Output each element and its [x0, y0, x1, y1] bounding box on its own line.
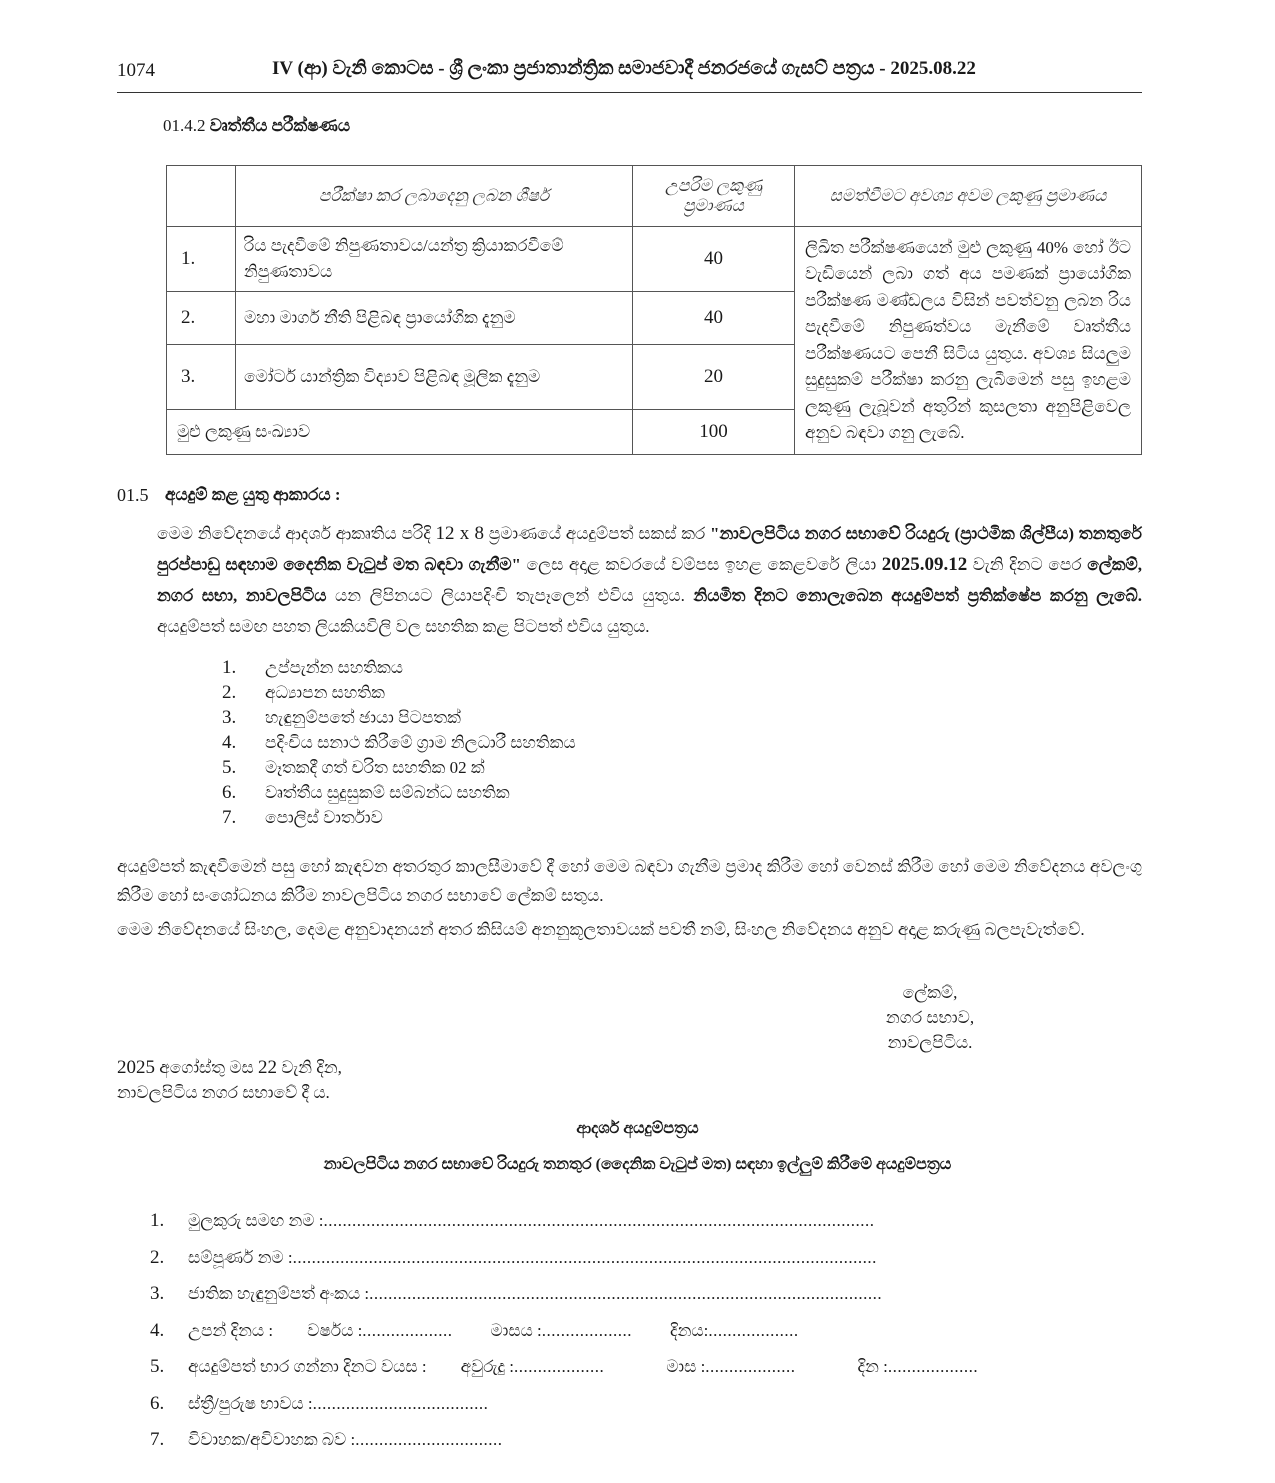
field-number: 6.	[150, 1392, 165, 1414]
field-label: ස්ත්‍රී/පුරුෂ භාවය :	[188, 1393, 313, 1413]
model-form-title: ආදර්ශ අයදුම්පත්‍රය	[576, 1120, 699, 1137]
exam-table	[166, 165, 1142, 455]
total-label: මුළු ලකුණු සංඛ්‍යාව	[167, 410, 633, 455]
list-item	[222, 655, 576, 680]
years-blank[interactable]: ...................	[514, 1357, 605, 1377]
application-instructions-paragraph	[157, 518, 1142, 642]
months-label: මාස :	[666, 1357, 706, 1377]
form-field-gender	[150, 1386, 1150, 1423]
list-number: 6.	[222, 782, 237, 803]
field-blank[interactable]: .....................................	[312, 1393, 489, 1413]
field-number: 5.	[150, 1356, 165, 1378]
days-label: දින :	[857, 1357, 888, 1377]
list-number: 4.	[222, 732, 237, 753]
list-item	[222, 780, 576, 805]
year-label: වර්ෂය :	[307, 1320, 363, 1340]
postal-address: ලේකම්, නගර සභා, නාවලපිටිය	[157, 555, 1143, 605]
section-number: 01.4.2	[163, 116, 206, 135]
list-label: හැඳුනුම්පතේ ඡායා පිටපතක්	[265, 708, 461, 727]
list-number: 3.	[222, 707, 237, 728]
section-number-1-5: 01.5	[117, 485, 149, 505]
field-number: 3.	[150, 1283, 165, 1305]
date-line	[117, 1055, 342, 1080]
text-span: ප්‍රමාණයේ අයදුම්පත් සකස් කර	[484, 524, 711, 543]
list-number: 7.	[222, 807, 237, 828]
list-label: වෘත්තීය සුදුසුකම් සම්බන්ධ සහතික	[265, 783, 510, 802]
row-max-marks: 40	[633, 227, 795, 292]
list-label: උප්පැන්න සහතිකය	[265, 658, 404, 677]
closing-date: 2025.09.12	[881, 554, 968, 575]
field-number: 4.	[150, 1319, 165, 1341]
months-blank[interactable]: ...................	[705, 1357, 796, 1377]
row-subject: රිය පැදවීමේ නිපුණතාවය/යන්ත්‍ර ක්‍රියාකරවීමේ නිපුණතාවය	[236, 227, 633, 292]
list-number: 1.	[222, 657, 237, 678]
field-blank[interactable]: ...........................................................................................................................	[292, 1247, 877, 1267]
page-number: 1074	[117, 60, 155, 81]
envelope-label-text: "නාවලපිටිය නගර සභාවේ රියදුරු (ප්‍රාථමික ශිල්පීය) තනතුරේ පුරප්පාඩු සඳහාම දෛනික වැටුප් මත බඳවා ගැනීම"	[157, 524, 1143, 574]
row-max-marks: 20	[633, 345, 795, 410]
header-no	[167, 166, 236, 227]
month-text: අගෝස්තු මස	[155, 1058, 259, 1077]
list-item	[222, 680, 576, 705]
month-blank[interactable]: ...................	[541, 1320, 633, 1340]
field-number: 7.	[150, 1429, 165, 1451]
table-header-row	[167, 166, 1142, 227]
header-max-marks: උපරිම ලකුණු ප්‍රමාණය	[633, 166, 795, 227]
year-blank[interactable]: ...................	[362, 1320, 453, 1340]
form-field-initials-name	[150, 1203, 1150, 1240]
total-value: 100	[633, 410, 795, 455]
list-item	[222, 805, 576, 830]
field-label: මුලකුරු සමඟ නම :	[188, 1211, 324, 1231]
day: 22	[258, 1057, 278, 1078]
year: 2025	[117, 1057, 155, 1078]
day-blank[interactable]: ...................	[708, 1320, 799, 1340]
row-number: 3.	[167, 345, 236, 410]
header-subject: පරීක්ෂා කර ලබාදෙනු ලබන ශීර්ෂ	[236, 166, 633, 227]
field-label: අයදුම්පත් භාර ගන්නා දිනට වයස :	[188, 1357, 427, 1377]
model-application-form	[150, 1203, 1150, 1459]
list-label: අධ්‍යාපන සහතික	[265, 683, 385, 702]
date-place-block	[117, 1055, 342, 1105]
form-field-date-of-birth	[150, 1313, 1150, 1350]
language-note: මෙම නිවේදනයේ සිංහල, දෙමළ අනුවාදනයන් අතර කිසියම් අනනුකූලතාවයක් පවතී නම්, සිංහල නිවේදනය අනුව අදාළ කරුණු බලපැවැත්වේ.	[117, 920, 1085, 939]
model-form-subtitle: නාවලපිටිය නගර සභාවේ රියදුරු තනතුර (දෛනික වැටුප් මත) සඳහා ඉල්ලුම් කිරීමේ අයදුම්පත්‍රය	[323, 1156, 952, 1173]
list-number: 5.	[222, 757, 237, 778]
field-blank[interactable]: ...............................	[355, 1430, 503, 1450]
text-span: යන ලිපිනයට ලියාපදිංචි තැපෑලෙන් එවිය යුතුය.	[326, 586, 694, 605]
text-span: වැනි දිනට පෙර	[967, 555, 1088, 574]
signatory-office: නගර සභාව,	[885, 1008, 975, 1027]
form-field-nic-number	[150, 1276, 1150, 1313]
row-number: 2.	[167, 292, 236, 345]
header-divider	[117, 92, 1142, 93]
date-suffix: වැනි දින,	[277, 1058, 342, 1077]
authority-note: අයදුම්පත් කැඳවීමෙන් පසු හෝ කැඳවන අතරතුර කාලසීමාවේ දී හෝ මෙම බඳවා ගැනීම ප්‍රමාද කිරීම හෝ වෙනස් කිරීම හෝ මෙම නිවේදනය අවලංගු කිරීම හෝ සංශෝධනය කිරීම නාවලපිටිය නගර සභාවේ ලේකම් සතුය.	[117, 857, 1142, 905]
gazette-header-title: IV (ආ) වැනි කොටස - ශ්‍රී ලංකා ප්‍රජාතාන්ත්‍රික සමාජවාදී ජනරජයේ ගැසට් පත්‍රය - 2025.08.22	[272, 58, 976, 79]
place-line: නාවලපිටිය නගර සභාවේ දී ය.	[117, 1083, 330, 1102]
form-field-full-name	[150, 1240, 1150, 1277]
form-field-marital-status	[150, 1422, 1150, 1459]
text-span: මෙම නිවේදනයේ ආදර්ශ ආකෘතිය පරිදි	[157, 524, 436, 543]
field-blank[interactable]: ............................................................................................................	[369, 1284, 883, 1304]
list-number: 2.	[222, 682, 237, 703]
text-span: අයදුම්පත් සමඟ පහත ලියකියවිලි වල සහතික කළ පිටපත් එවිය යුතුය.	[157, 617, 650, 636]
list-label: මෑතකදී ගත් චරිත සහතික 02 ක්	[265, 758, 485, 777]
signature-block	[840, 980, 1020, 1055]
row-number: 1.	[167, 227, 236, 292]
day-label: දිනය:	[670, 1320, 709, 1340]
list-item	[222, 705, 576, 730]
list-label: පොලිස් වාර්තාව	[265, 808, 383, 827]
list-item	[222, 755, 576, 780]
field-number: 1.	[150, 1210, 165, 1232]
row-subject: මෝටර් යාන්ත්‍රික විද්‍යාව පිළිබඳ මූලික දැනුම	[236, 345, 633, 410]
field-label: උපන් දිනය :	[188, 1320, 274, 1340]
pass-requirement-text: ලිඛිත පරීක්ෂණයෙන් මුළු ලකුණු 40% හෝ ඊට වැඩියෙන් ලබා ගත් අය පමණක් ප්‍රායෝගික පරීක්ෂණ මණ්ඩලය විසින් පවත්වනු ලබන රිය පැදවීමේ නිපුණත්වය මැනීමේ වෘත්තීය පරීක්ෂණයට පෙනී සිටිය යුතුය. අවශ්‍ය සියලුම සුදුසුකම් පරීක්ෂා කරනු ලැබීමෙන් පසු ඉහළම ලකුණු ලැබූවන් අතුරින් කුසලතා අනුපිළිවෙල අනුව බඳවා ගනු ලැබේ.	[795, 227, 1142, 455]
field-label: විවාහක/අවිවාහක බව :	[188, 1430, 356, 1450]
required-documents-list	[222, 655, 576, 830]
days-blank[interactable]: ...................	[887, 1357, 979, 1377]
rejection-notice: නියමිත දිනට නොලැබෙන අයදුම්පත් ප්‍රතික්ෂේප කරනු ලැබේ.	[693, 586, 1142, 605]
signatory-location: නාවලපිටිය.	[887, 1033, 973, 1052]
paper-size: 12 x 8	[435, 523, 485, 544]
years-label: අවුරුදු :	[460, 1357, 515, 1377]
section-title: වෘත්තීය පරීක්ෂණය	[209, 116, 351, 135]
field-number: 2.	[150, 1246, 165, 1268]
list-label: පදිංචිය සනාථ කිරීමේ ග්‍රාම නිලධාරී සහතිකය	[265, 733, 576, 752]
signatory-title: ලේකම්,	[902, 983, 958, 1002]
text-span: ලෙස අදාළ කවරයේ වම්පස ඉහළ කෙළවරේ ලියා	[521, 555, 882, 574]
header-pass-requirement: සමත්වීමට අවශ්‍ය අවම ලකුණු ප්‍රමාණය	[795, 166, 1142, 227]
field-label: ජාතික හැඳුනුම්පත් අංකය :	[188, 1284, 370, 1304]
month-label: මාසය :	[490, 1320, 542, 1340]
table-row	[167, 227, 1142, 292]
list-item	[222, 730, 576, 755]
field-blank[interactable]: ....................................................................................................................	[323, 1211, 875, 1231]
field-label: සම්පූර්ණ නම :	[188, 1247, 293, 1267]
form-field-age-at-closing	[150, 1349, 1150, 1386]
row-max-marks: 40	[633, 292, 795, 345]
section-title-1-5: අයදුම් කළ යුතු ආකාරය :	[165, 485, 341, 504]
section-heading-1-4-2	[163, 116, 350, 136]
row-subject: මහා මාර්ග නීති පිළිබඳ ප්‍රායෝගික දැනුම	[236, 292, 633, 345]
